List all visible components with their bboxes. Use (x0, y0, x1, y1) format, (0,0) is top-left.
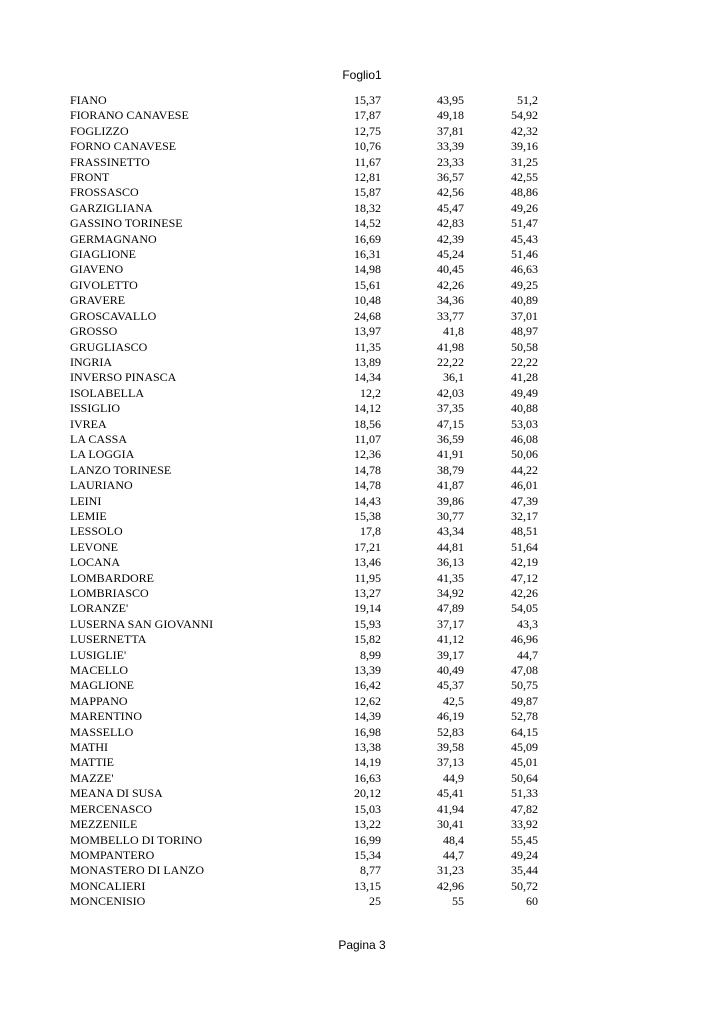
value-cell-3: 49,24 (511, 847, 538, 862)
value-cell-3: 32,17 (511, 508, 538, 523)
value-cell-3: 45,01 (511, 755, 538, 770)
value-cell-3: 46,08 (511, 431, 538, 446)
value-cell-3: 64,15 (511, 724, 538, 739)
value-cell-1: 11,07 (354, 431, 381, 446)
municipality-cell: GARZIGLIANA (70, 200, 153, 215)
value-cell-3: 45,43 (511, 231, 538, 246)
municipality-cell: MASSELLO (70, 724, 134, 739)
table-row (70, 678, 538, 693)
table-row (70, 786, 538, 801)
municipality-cell: MAGLIONE (70, 678, 134, 693)
value-cell-2: 43,95 (437, 93, 464, 107)
table-row (70, 494, 538, 509)
value-cell-3: 55,45 (511, 832, 538, 847)
value-cell-2: 31,23 (437, 863, 464, 878)
value-cell-3: 45,09 (511, 740, 538, 755)
value-cell-2: 42,26 (437, 277, 464, 292)
value-cell-2: 42,96 (437, 878, 464, 893)
municipality-cell: FOGLIZZO (70, 123, 129, 138)
value-cell-3: 47,12 (511, 570, 538, 585)
value-cell-2: 40,45 (437, 262, 464, 277)
value-cell-1: 17,87 (354, 108, 381, 123)
municipality-cell: MONCALIERI (70, 878, 146, 893)
table-row (70, 93, 538, 108)
value-cell-2: 42,39 (437, 231, 464, 246)
value-cell-1: 11,95 (354, 570, 381, 585)
value-cell-3: 42,26 (511, 586, 538, 600)
value-cell-1: 13,39 (354, 663, 381, 678)
value-cell-2: 37,81 (437, 123, 464, 138)
value-cell-3: 52,78 (511, 709, 538, 724)
value-cell-3: 41,28 (511, 370, 538, 385)
value-cell-1: 25 (369, 894, 381, 909)
table-row (70, 478, 538, 493)
table-row (70, 232, 538, 247)
table-row (70, 447, 538, 462)
municipality-cell: FORNO CANAVESE (70, 139, 177, 154)
table-row (70, 386, 538, 401)
value-cell-3: 33,92 (511, 817, 538, 832)
municipality-cell: GIVOLETTO (70, 277, 138, 292)
value-cell-3: 54,92 (511, 108, 538, 123)
municipality-cell: MOMBELLO DI TORINO (70, 832, 203, 847)
value-cell-2: 30,41 (437, 817, 464, 832)
value-cell-3: 48,51 (511, 524, 538, 539)
value-cell-1: 16,31 (354, 247, 381, 262)
table-row (70, 324, 538, 339)
table-row (70, 771, 538, 786)
table-row (70, 293, 538, 308)
value-cell-2: 47,15 (437, 416, 464, 431)
value-cell-1: 20,12 (354, 786, 381, 801)
table-row (70, 725, 538, 740)
value-cell-3: 47,82 (511, 801, 538, 816)
value-cell-3: 53,03 (511, 416, 538, 431)
municipality-cell: ISSIGLIO (70, 401, 120, 416)
value-cell-2: 36,1 (443, 370, 464, 385)
value-cell-1: 18,32 (354, 200, 381, 215)
municipality-cell: LEINI (70, 493, 102, 508)
table-row (70, 863, 538, 878)
value-cell-2: 33,77 (437, 308, 464, 323)
value-cell-2: 34,36 (437, 293, 464, 308)
municipality-cell: FROSSASCO (70, 185, 139, 200)
table-row (70, 694, 538, 709)
municipality-cell: LESSOLO (70, 524, 123, 539)
value-cell-3: 42,19 (511, 555, 538, 570)
value-cell-2: 41,98 (437, 339, 464, 354)
table-row (70, 833, 538, 848)
municipality-cell: LANZO TORINESE (70, 462, 172, 477)
value-cell-2: 45,24 (437, 247, 464, 262)
municipality-cell: MONASTERO DI LANZO (70, 863, 204, 878)
value-cell-2: 39,86 (437, 493, 464, 508)
value-cell-1: 14,19 (354, 755, 381, 770)
value-cell-1: 16,98 (354, 724, 381, 739)
value-cell-3: 35,44 (511, 863, 538, 878)
value-cell-2: 41,8 (443, 324, 464, 339)
value-cell-2: 46,19 (437, 709, 464, 724)
municipality-cell: MERCENASCO (70, 801, 153, 816)
value-cell-2: 43,34 (437, 524, 464, 539)
municipality-cell: LOCANA (70, 555, 120, 570)
value-cell-2: 45,41 (437, 786, 464, 801)
value-cell-2: 40,49 (437, 663, 464, 678)
value-cell-1: 14,39 (354, 709, 381, 724)
value-cell-3: 31,25 (511, 154, 538, 169)
value-cell-3: 50,58 (511, 339, 538, 354)
table-row (70, 401, 538, 416)
municipality-cell: LUSERNETTA (70, 632, 147, 647)
municipality-cell: LAURIANO (70, 478, 133, 493)
value-cell-3: 44,22 (511, 462, 538, 477)
value-cell-1: 15,93 (354, 616, 381, 631)
value-cell-2: 36,13 (437, 555, 464, 570)
municipality-cell: GERMAGNANO (70, 231, 157, 246)
value-cell-2: 36,59 (437, 431, 464, 446)
value-cell-3: 60 (526, 894, 538, 909)
sheet-title: Foglio1 (342, 68, 382, 82)
value-cell-3: 49,26 (511, 200, 538, 215)
value-cell-1: 15,82 (354, 632, 381, 647)
table-row (70, 370, 538, 385)
table-row (70, 509, 538, 524)
value-cell-1: 15,03 (354, 801, 381, 816)
table-row (70, 139, 538, 154)
value-cell-2: 42,03 (437, 385, 464, 400)
table-row (70, 247, 538, 262)
table-row (70, 216, 538, 231)
value-cell-2: 49,18 (437, 108, 464, 123)
municipality-cell: FRONT (70, 170, 110, 185)
value-cell-1: 14,98 (354, 262, 381, 277)
table-row (70, 571, 538, 586)
municipality-cell: LORANZE' (70, 601, 129, 616)
municipality-cell: FIANO (70, 93, 107, 107)
value-cell-1: 12,81 (354, 170, 381, 185)
table-row (70, 617, 538, 632)
value-cell-3: 46,01 (511, 478, 538, 493)
value-cell-1: 14,12 (354, 401, 381, 416)
municipality-cell: MAZZE' (70, 770, 114, 785)
value-cell-1: 15,61 (354, 277, 381, 292)
value-cell-1: 10,48 (354, 293, 381, 308)
municipality-cell: IVREA (70, 416, 107, 431)
municipality-cell: LOMBARDORE (70, 570, 155, 585)
value-cell-1: 17,8 (360, 524, 381, 539)
table-body (70, 93, 538, 910)
value-cell-3: 47,39 (511, 493, 538, 508)
value-cell-1: 18,56 (354, 416, 381, 431)
value-cell-2: 41,91 (437, 447, 464, 462)
value-cell-3: 50,75 (511, 678, 538, 693)
table-row (70, 309, 538, 324)
value-cell-2: 48,4 (443, 832, 464, 847)
value-cell-3: 44,7 (517, 647, 538, 662)
value-cell-2: 38,79 (437, 462, 464, 477)
municipality-cell: GIAVENO (70, 262, 124, 277)
value-cell-2: 37,17 (437, 616, 464, 631)
value-cell-2: 42,83 (437, 216, 464, 231)
value-cell-1: 14,34 (354, 370, 381, 385)
data-table (70, 93, 538, 910)
table-row (70, 817, 538, 832)
value-cell-1: 11,67 (354, 154, 381, 169)
table-row (70, 340, 538, 355)
municipality-cell: ISOLABELLA (70, 385, 144, 400)
municipality-cell: LUSIGLIE' (70, 647, 127, 662)
value-cell-1: 13,27 (354, 586, 381, 600)
value-cell-2: 39,58 (437, 740, 464, 755)
municipality-cell: GASSINO TORINESE (70, 216, 183, 231)
municipality-cell: INGRIA (70, 354, 112, 369)
value-cell-2: 52,83 (437, 724, 464, 739)
table-row (70, 417, 538, 432)
municipality-cell: FRASSINETTO (70, 154, 150, 169)
municipality-cell: MAPPANO (70, 693, 128, 708)
value-cell-1: 16,63 (354, 770, 381, 785)
municipality-cell: INVERSO PINASCA (70, 370, 177, 385)
value-cell-3: 54,05 (511, 601, 538, 616)
municipality-cell: MATTIE (70, 755, 114, 770)
municipality-cell: LUSERNA SAN GIOVANNI (70, 616, 214, 631)
value-cell-3: 47,08 (511, 663, 538, 678)
value-cell-1: 15,87 (354, 185, 381, 200)
table-row (70, 524, 538, 539)
table-row (70, 278, 538, 293)
municipality-cell: MACELLO (70, 663, 128, 678)
value-cell-1: 12,2 (360, 385, 381, 400)
municipality-cell: MOMPANTERO (70, 847, 155, 862)
municipality-cell: MEANA DI SUSA (70, 786, 163, 801)
value-cell-2: 42,5 (443, 693, 464, 708)
value-cell-1: 8,77 (360, 863, 381, 878)
value-cell-1: 14,52 (354, 216, 381, 231)
municipality-cell: LOMBRIASCO (70, 586, 149, 600)
value-cell-3: 50,06 (511, 447, 538, 462)
value-cell-3: 46,96 (511, 632, 538, 647)
value-cell-2: 47,89 (437, 601, 464, 616)
value-cell-2: 42,56 (437, 185, 464, 200)
value-cell-3: 50,72 (511, 878, 538, 893)
table-row (70, 894, 538, 909)
value-cell-3: 51,33 (511, 786, 538, 801)
municipality-cell: GROSSO (70, 324, 118, 339)
value-cell-3: 49,25 (511, 277, 538, 292)
value-cell-1: 15,34 (354, 847, 381, 862)
municipality-cell: MARENTINO (70, 709, 142, 724)
municipality-cell: LEVONE (70, 539, 118, 554)
table-row (70, 879, 538, 894)
value-cell-3: 42,55 (511, 170, 538, 185)
table-row (70, 709, 538, 724)
value-cell-3: 50,64 (511, 770, 538, 785)
table-row (70, 648, 538, 663)
municipality-cell: LEMIE (70, 508, 107, 523)
table-row (70, 463, 538, 478)
municipality-cell: MONCENISIO (70, 894, 146, 909)
value-cell-2: 44,9 (443, 770, 464, 785)
value-cell-2: 37,13 (437, 755, 464, 770)
table-row (70, 848, 538, 863)
value-cell-1: 19,14 (354, 601, 381, 616)
value-cell-3: 37,01 (511, 308, 538, 323)
value-cell-2: 55 (452, 894, 464, 909)
table-row (70, 663, 538, 678)
value-cell-2: 41,12 (437, 632, 464, 647)
value-cell-3: 40,89 (511, 293, 538, 308)
value-cell-3: 43,3 (517, 616, 538, 631)
value-cell-2: 44,7 (443, 847, 464, 862)
table-row (70, 108, 538, 123)
value-cell-2: 45,37 (437, 678, 464, 693)
value-cell-3: 49,49 (511, 385, 538, 400)
municipality-cell: GIAGLIONE (70, 247, 136, 262)
table-row (70, 632, 538, 647)
value-cell-3: 51,2 (517, 93, 538, 107)
value-cell-2: 36,57 (437, 170, 464, 185)
value-cell-3: 51,46 (511, 247, 538, 262)
value-cell-1: 15,37 (354, 93, 381, 107)
value-cell-3: 22,22 (511, 354, 538, 369)
value-cell-1: 13,89 (354, 354, 381, 369)
value-cell-1: 16,69 (354, 231, 381, 246)
table-row (70, 262, 538, 277)
municipality-cell: GRAVERE (70, 293, 126, 308)
value-cell-3: 48,86 (511, 185, 538, 200)
value-cell-3: 51,64 (511, 539, 538, 554)
value-cell-1: 13,22 (354, 817, 381, 832)
value-cell-2: 39,17 (437, 647, 464, 662)
value-cell-2: 37,35 (437, 401, 464, 416)
value-cell-1: 12,62 (354, 693, 381, 708)
municipality-cell: LA CASSA (70, 431, 128, 446)
value-cell-1: 15,38 (354, 508, 381, 523)
table-row (70, 170, 538, 185)
value-cell-1: 16,42 (354, 678, 381, 693)
table-row (70, 555, 538, 570)
table-row (70, 540, 538, 555)
municipality-cell: GROSCAVALLO (70, 308, 157, 323)
value-cell-3: 46,63 (511, 262, 538, 277)
municipality-cell: GRUGLIASCO (70, 339, 148, 354)
value-cell-1: 13,97 (354, 324, 381, 339)
table-row (70, 601, 538, 616)
value-cell-1: 16,99 (354, 832, 381, 847)
table-row (70, 755, 538, 770)
municipality-cell: MATHI (70, 740, 108, 755)
table-row (70, 802, 538, 817)
page-number: Pagina 3 (338, 938, 386, 952)
value-cell-2: 41,87 (437, 478, 464, 493)
table-row (70, 124, 538, 139)
table-row (70, 740, 538, 755)
table-row (70, 432, 538, 447)
value-cell-1: 24,68 (354, 308, 381, 323)
municipality-cell: FIORANO CANAVESE (70, 108, 189, 123)
table-row (70, 586, 538, 601)
value-cell-3: 49,87 (511, 693, 538, 708)
value-cell-1: 13,15 (354, 878, 381, 893)
value-cell-2: 44,81 (437, 539, 464, 554)
municipality-cell: LA LOGGIA (70, 447, 135, 462)
value-cell-1: 11,35 (354, 339, 381, 354)
value-cell-2: 41,35 (437, 570, 464, 585)
value-cell-3: 51,47 (511, 216, 538, 231)
value-cell-3: 40,88 (511, 401, 538, 416)
value-cell-1: 17,21 (354, 539, 381, 554)
value-cell-3: 48,97 (511, 324, 538, 339)
value-cell-1: 13,46 (354, 555, 381, 570)
value-cell-2: 33,39 (437, 139, 464, 154)
table-row (70, 201, 538, 216)
value-cell-1: 12,36 (354, 447, 381, 462)
value-cell-2: 34,92 (437, 586, 464, 600)
value-cell-1: 14,78 (354, 462, 381, 477)
value-cell-1: 12,75 (354, 123, 381, 138)
municipality-cell: MEZZENILE (70, 817, 138, 832)
table-row (70, 185, 538, 200)
value-cell-2: 41,94 (437, 801, 464, 816)
value-cell-1: 8,99 (360, 647, 381, 662)
value-cell-2: 45,47 (437, 200, 464, 215)
value-cell-2: 23,33 (437, 154, 464, 169)
value-cell-3: 42,32 (511, 123, 538, 138)
value-cell-1: 10,76 (354, 139, 381, 154)
value-cell-1: 14,78 (354, 478, 381, 493)
value-cell-3: 39,16 (511, 139, 538, 154)
value-cell-2: 30,77 (437, 508, 464, 523)
value-cell-1: 13,38 (354, 740, 381, 755)
value-cell-1: 14,43 (354, 493, 381, 508)
value-cell-2: 22,22 (437, 354, 464, 369)
table-row (70, 355, 538, 370)
table-row (70, 155, 538, 170)
